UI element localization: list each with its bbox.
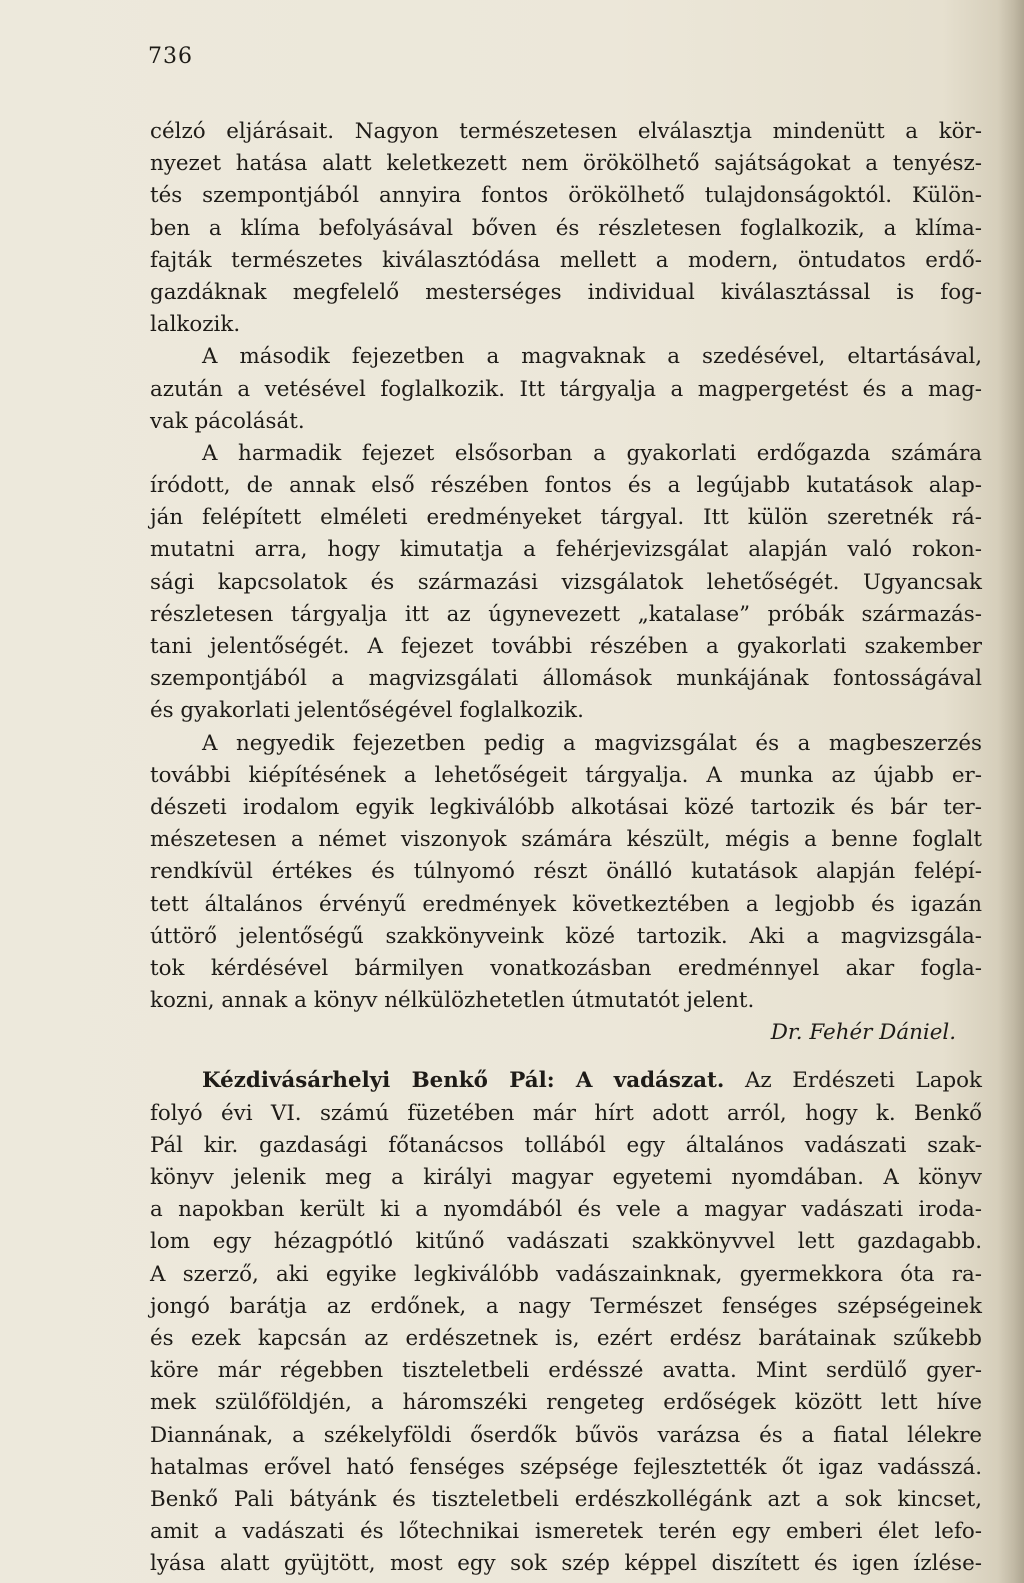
text-line: lom egy hézagpótló kitűnő vadászati szakkönyvvel lett gazdagabb.: [150, 1229, 982, 1255]
text-line: tok kérdésével bármilyen vonatkozásban eredménnyel akar fogla-: [150, 955, 982, 981]
body-text: [150, 116, 982, 1580]
text-line: könyv jelenik meg a királyi magyar egyetemi nyomdában. A könyv: [150, 1165, 982, 1190]
author-signature: Dr. Fehér Dániel.: [770, 1020, 956, 1046]
text-line: és ezek kapcsán az erdészetnek is, ezért erdész barátainak szűkebb: [150, 1325, 982, 1351]
text-line: úttörő jelentőségű szakkönyveink közé tartozik. Aki a magvizsgála-: [150, 923, 982, 949]
text-line: Diannának, a székelyföldi őserdők bűvös varázsa és a fiatal lélekre: [150, 1422, 982, 1448]
review-heading-line: [150, 1065, 982, 1097]
text-line: és gyakorlati jelentőségével foglalkozik.: [150, 698, 584, 724]
text-line: Benkő Pali bátyánk és tiszteletbeli erdészkollégánk azt a sok kincset,: [150, 1486, 982, 1512]
review-heading: Kézdivásárhelyi Benkő Pál: A vadászat.: [202, 1068, 725, 1094]
text-line: A második fejezetben a magvaknak a szedésével, eltartásával,: [202, 344, 982, 370]
text-line: további kiépítésének a lehetőségeit tárgyalja. A munka az újabb er-: [150, 762, 982, 788]
text-line: lyása alatt gyüjtött, most egy sok szép képpel diszített és igen ízlése-: [150, 1551, 982, 1577]
text-line: Az Erdészeti Lapok: [744, 1068, 982, 1094]
review-1: [150, 116, 982, 1049]
text-line: ján felépített elméleti eredményeket tárgyal. Itt külön szeretnék rá-: [150, 505, 982, 531]
text-line: Pál kir. gazdasági főtanácsos tollából egy általános vadászati szak-: [150, 1132, 982, 1158]
text-line: tett általános érvényű eredmények következtében a legjobb és igazán: [150, 891, 982, 917]
text-line: hatalmas erővel ható fenséges szépsége fejlesztették őt igaz vadásszá.: [150, 1454, 982, 1480]
text-line: köre már régebben tiszteletbeli erdésszé avatta. Mint serdülő gyer-: [150, 1358, 982, 1384]
text-line: mek szülőföldjén, a háromszéki rengeteg erdőségek között lett híve: [150, 1390, 982, 1416]
text-line: azután a vetésével foglalkozik. Itt tárgyalja a magpergetést és a mag-: [150, 376, 982, 402]
text-line: folyó évi VI. számú füzetében már hírt adott arról, hogy k. Benkő: [150, 1100, 982, 1126]
text-line: A szerző, aki egyike legkiválóbb vadászainknak, gyermekkora óta ra-: [150, 1261, 982, 1287]
text-line: rendkívül értékes és túlnyomó részt önálló kutatások alapján felépí-: [150, 859, 982, 885]
text-line: fajták természetes kiválasztódása mellett a modern, öntudatos erdő-: [150, 247, 982, 273]
section-gap: [150, 1049, 982, 1065]
text-line: sági kapcsolatok és származási vizsgálatok lehetőségét. Ugyancsak: [150, 569, 982, 595]
text-line: szempontjából a magvizsgálati állomások munkájának fontosságával: [150, 666, 982, 692]
text-line: kozni, annak a könyv nélkülözhetetlen útmutatót jelent.: [150, 988, 755, 1014]
text-line: A negyedik fejezetben pedig a magvizsgálat és a magbeszerzés: [202, 730, 982, 756]
text-line: vak pácolását.: [150, 408, 305, 434]
text-line: gazdáknak megfelelő mesterséges individual kiválasztással is fog-: [150, 279, 982, 305]
text-line: mutatni arra, hogy kimutatja a fehérjevizsgálat alapján való rokon-: [150, 537, 982, 563]
review-2: [150, 1065, 982, 1580]
text-line: nyezet hatása alatt keletkezett nem örökölhető sajátságokat a tenyész-: [150, 151, 982, 177]
text-line: lalkozik.: [150, 312, 241, 338]
text-line: ben a klíma befolyásával bőven és részletesen foglalkozik, a klíma-: [150, 215, 982, 241]
text-line: jongó barátja az erdőnek, a nagy Természet fenséges szépségeinek: [150, 1293, 982, 1319]
page-number: 736: [148, 44, 193, 69]
text-line: A harmadik fejezet elsősorban a gyakorlati erdőgazda számára: [202, 440, 982, 466]
text-line: tés szempontjából annyira fontos örökölhető tulajdonságoktól. Külön-: [150, 183, 982, 209]
text-line: tani jelentőségét. A fejezet további részében a gyakorlati szakember: [150, 634, 982, 659]
text-line: mészetesen a német viszonyok számára készült, mégis a benne foglalt: [150, 827, 982, 853]
text-line: amit a vadászati és lőtechnikai ismeretek terén egy emberi élet lefo-: [150, 1519, 982, 1545]
text-line: a napokban került ki a nyomdából és vele a magyar vadászati iroda-: [150, 1197, 982, 1223]
text-line: íródott, de annak első részében fontos és a legújabb kutatások alap-: [150, 473, 982, 499]
text-line: célzó eljárásait. Nagyon természetesen elválasztja mindenütt a kör-: [150, 119, 982, 144]
text-line: részletesen tárgyalja itt az úgynevezett „katalase” próbák származás-: [150, 601, 982, 627]
text-line: dészeti irodalom egyik legkiválóbb alkotásai közé tartozik és bár ter-: [150, 794, 982, 820]
page-edge-shadow: [998, 0, 1024, 1583]
